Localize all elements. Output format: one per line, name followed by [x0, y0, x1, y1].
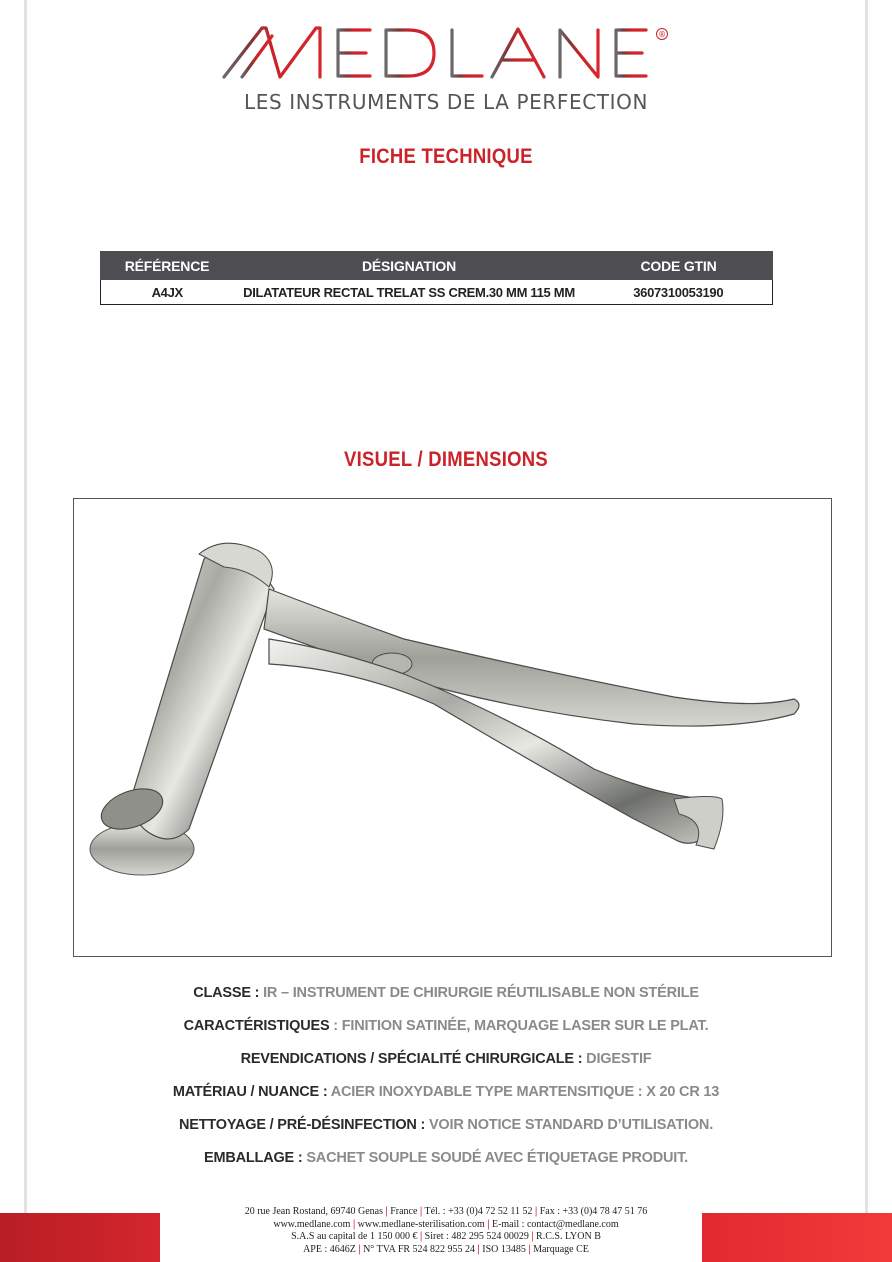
- spec-nettoyage: NETTOYAGE / PRÉ-DÉSINFECTION : VOIR NOTICE STANDARD D’UTILISATION.: [178, 1117, 714, 1133]
- product-image-frame: [73, 498, 832, 957]
- spec-emballage: EMBALLAGE : SACHET SOUPLE SOUDÉ AVEC ÉTIQUETAGE PRODUIT.: [204, 1150, 688, 1166]
- reference-table: [100, 251, 773, 305]
- footer-line-1: 20 rue Jean Rostand, 69740 Genas | France | Tél. : +33 (0)4 72 52 11 52 | Fax : +33 (0)4 78 47 51 76: [244, 1206, 648, 1217]
- spec-revendications: REVENDICATIONS / SPÉCIALITÉ CHIRURGICALE : DIGESTIF: [240, 1051, 652, 1067]
- table-row: [101, 280, 773, 305]
- cell-designation: DILATATEUR RECTAL TRELAT SS CREM.30 MM 115 MM: [234, 280, 585, 305]
- brand-tagline: LES INSTRUMENTS DE LA PERFECTION: [243, 90, 648, 114]
- cell-gtin: 3607310053190: [585, 280, 773, 305]
- header-gtin: CODE GTIN: [585, 252, 773, 280]
- spec-materiau: MATÉRIAU / NUANCE : ACIER INOXYDABLE TYPE MARTENSITIQUE : X 20 CR 13: [172, 1084, 720, 1100]
- spec-caracteristiques: CARACTÉRISTIQUES : FINITION SATINÉE, MARQUAGE LASER SUR LE PLAT.: [183, 1018, 709, 1034]
- email-link[interactable]: E-mail : contact@medlane.com: [491, 1218, 619, 1230]
- header-reference: RÉFÉRENCE: [101, 252, 234, 280]
- registered-mark: ®: [658, 30, 666, 39]
- footer-line-4: APE : 4646Z | N° TVA FR 524 822 955 24 | ISO 13485 | Marquage CE: [303, 1243, 589, 1255]
- footer-line-3: S.A.S au capital de 1 150 000 € | Siret : 482 295 524 00029 | R.C.S. LYON B: [291, 1231, 601, 1242]
- website-link[interactable]: www.medlane.com: [273, 1218, 351, 1230]
- visuel-dimensions-title: VISUEL / DIMENSIONS: [344, 448, 548, 471]
- header-designation: DÉSIGNATION: [234, 252, 585, 280]
- medlane-wordmark: [220, 22, 680, 84]
- footer-contact: [0, 1206, 892, 1256]
- specifications: [0, 985, 892, 1183]
- table-header-row: [101, 252, 773, 280]
- spec-classe: CLASSE : IR – INSTRUMENT DE CHIRURGIE RÉUTILISABLE NON STÉRILE: [193, 985, 699, 1001]
- cell-reference: A4JX: [101, 280, 234, 305]
- fiche-technique-title: FICHE TECHNIQUE: [359, 145, 533, 168]
- footer-line-2: www.medlane.com | www.medlane-sterilisation.com | E-mail : contact@medlane.com: [273, 1218, 619, 1230]
- rectal-dilator-image: [74, 499, 831, 956]
- sterilisation-website-link[interactable]: www.medlane-sterilisation.com: [357, 1218, 485, 1230]
